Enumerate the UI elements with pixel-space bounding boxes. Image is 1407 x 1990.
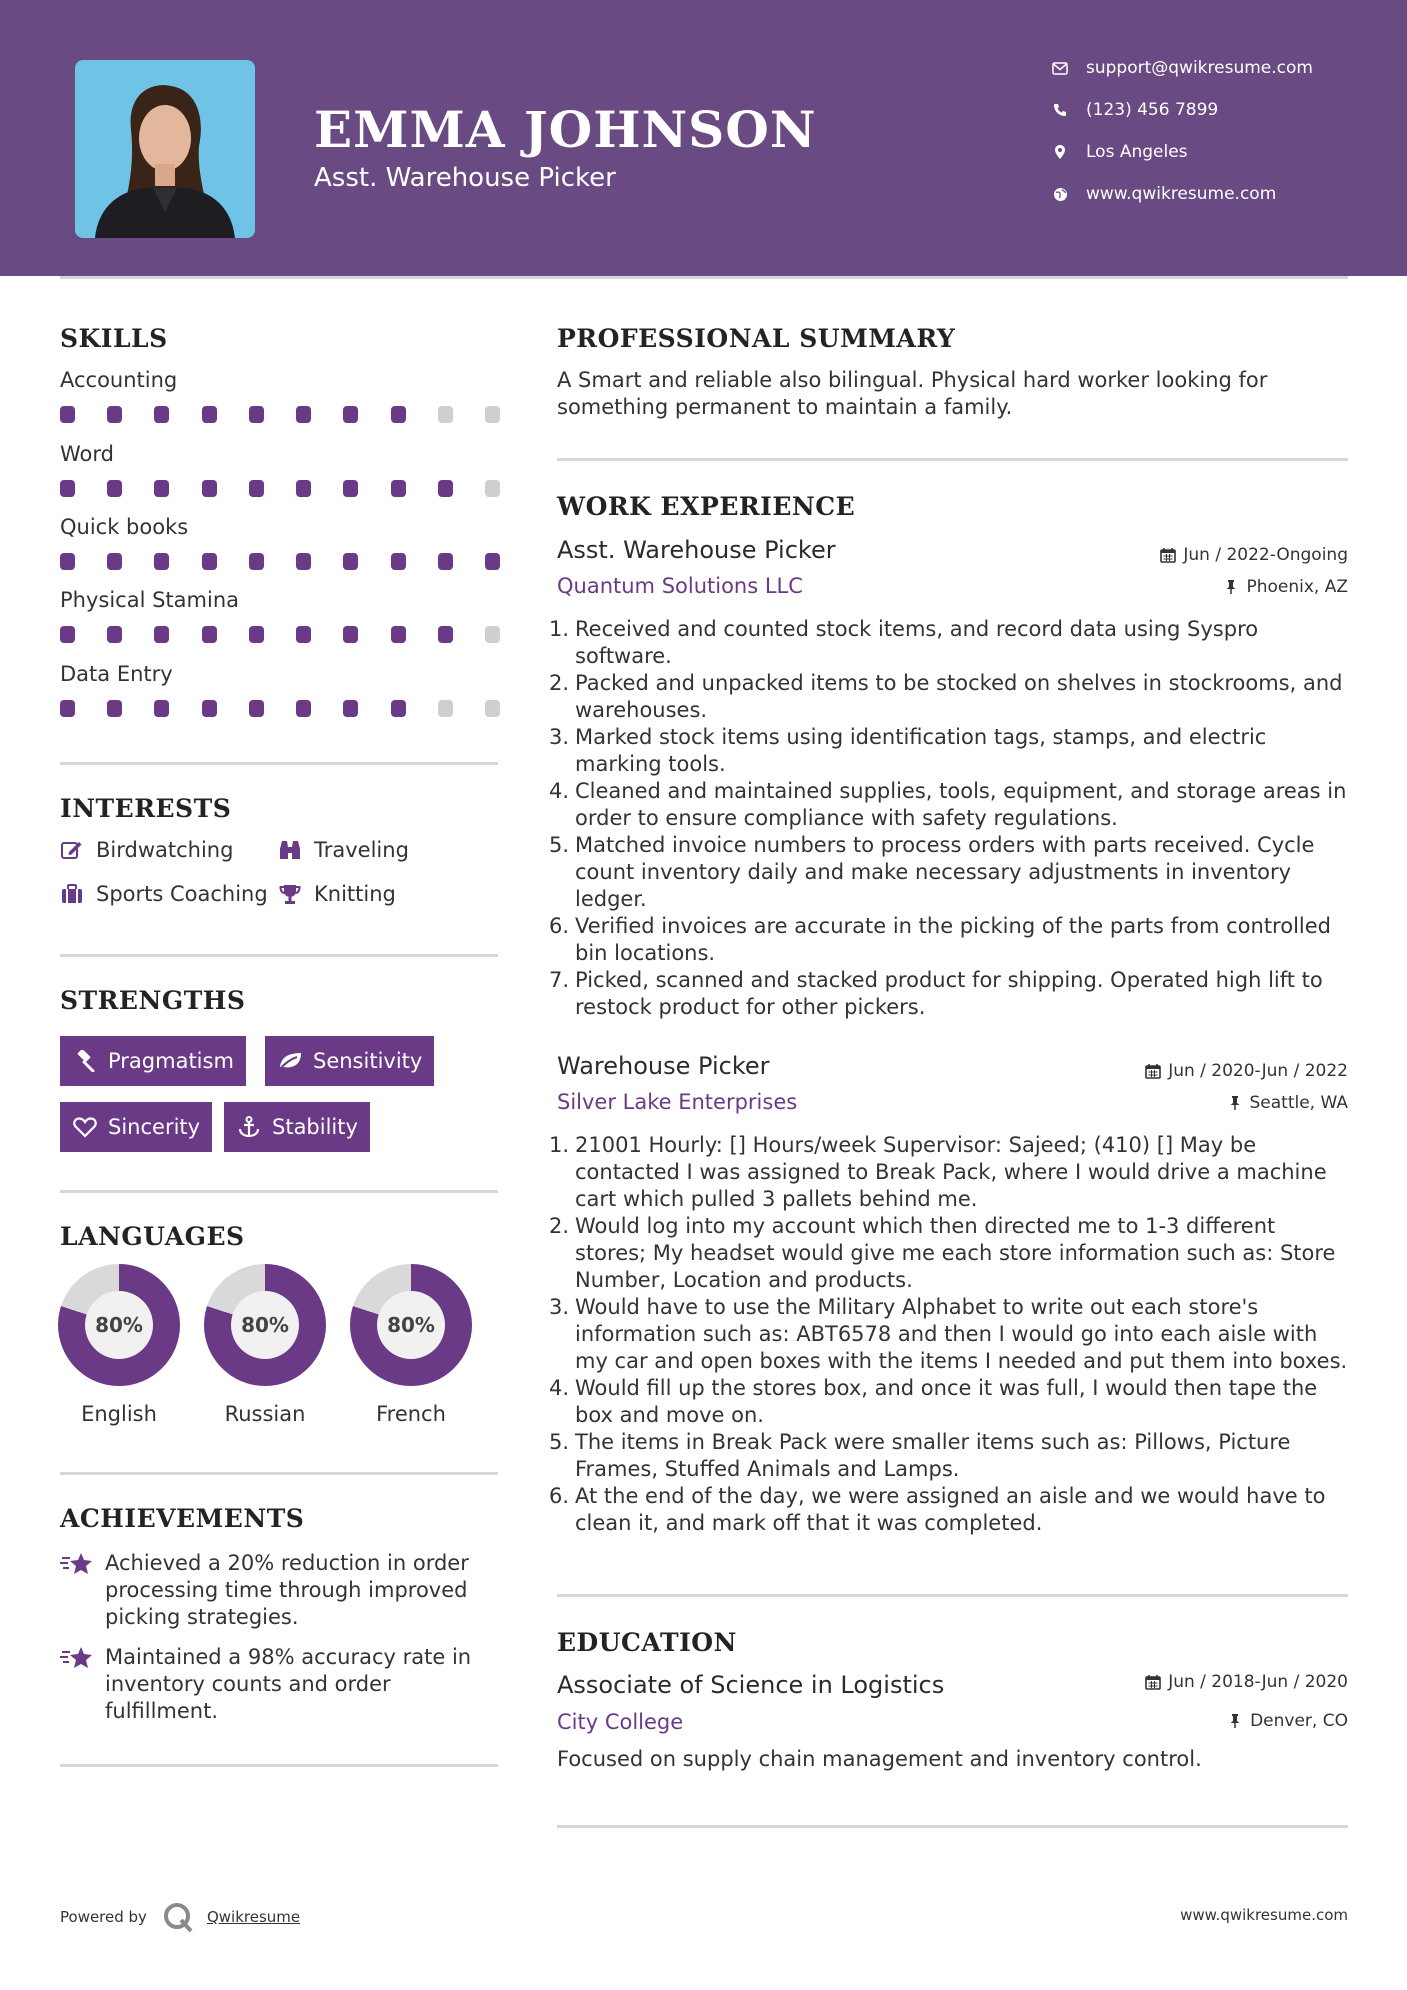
skill-name: Physical Stamina <box>60 588 240 612</box>
education-location <box>1226 1711 1348 1731</box>
list-item: 2. Would log into my account which then directed me to 1-3 different stores; My headset would give me each store information such as: Store Number, Location and products. <box>549 1214 1336 1292</box>
skill-dot-filled <box>154 553 169 570</box>
skill-dot-filled <box>60 406 75 423</box>
skill-dot-filled <box>343 480 358 497</box>
interest-label: Knitting <box>314 882 396 906</box>
language-percent: 80% <box>85 1291 153 1359</box>
strength-tag <box>224 1102 370 1152</box>
list-item: 1. 21001 Hourly: [] Hours/week Supervisor: Sajeed; (410) [] May be contacted I was assigned to Break Pack, where I would drive a machine cart which pulled 3 pallets behind me. <box>549 1133 1327 1211</box>
achievements-heading: ACHIEVEMENTS <box>60 1504 305 1533</box>
job-responsibilities <box>549 616 1349 1021</box>
skill-dot-filled <box>438 553 453 570</box>
interest-label: Traveling <box>314 838 409 862</box>
list-item: 3. Would have to use the Military Alphabet to write out each store's information such as: ABT6578 and then I would go into each aisle with my car and open boxes with the items I needed and put them into boxes. <box>549 1295 1348 1373</box>
skill-dot-filled <box>60 626 75 643</box>
job-location-text: Seattle, WA <box>1249 1093 1348 1113</box>
skill-dot-filled <box>60 553 75 570</box>
section-divider <box>557 1825 1348 1828</box>
skill-dot-empty <box>485 626 500 643</box>
skill-rating <box>60 480 500 497</box>
skill-dot-filled <box>296 406 311 423</box>
calendar-icon <box>1144 1062 1162 1080</box>
skill-dot-filled <box>391 553 406 570</box>
map-pin-icon <box>1050 142 1070 162</box>
binoculars-icon <box>278 838 302 862</box>
skill-dot-filled <box>107 700 122 717</box>
language-percent: 80% <box>231 1291 299 1359</box>
skill-dot-empty <box>485 406 500 423</box>
education-heading: EDUCATION <box>557 1628 737 1657</box>
education-description: Focused on supply chain management and inventory control. <box>557 1747 1202 1771</box>
strength-tag <box>265 1036 434 1086</box>
interest-item <box>278 882 396 906</box>
interests-heading: INTERESTS <box>60 794 232 823</box>
skill-dot-filled <box>296 700 311 717</box>
interest-label: Sports Coaching <box>96 882 268 906</box>
job-date <box>1159 545 1348 565</box>
anchor-icon <box>236 1116 262 1138</box>
skill-dot-filled <box>202 700 217 717</box>
contact-location <box>1050 142 1188 162</box>
section-divider <box>60 1472 498 1475</box>
star-icon <box>60 1550 94 1580</box>
profile-photo <box>75 60 255 238</box>
edit-icon <box>60 838 84 862</box>
job-title: Asst. Warehouse Picker <box>557 536 836 564</box>
school-name: City College <box>557 1710 684 1734</box>
skill-dot-filled <box>154 480 169 497</box>
language-percent: 80% <box>377 1291 445 1359</box>
degree-title: Associate of Science in Logistics <box>557 1671 945 1699</box>
skill-dot-filled <box>154 626 169 643</box>
calendar-icon <box>1144 1673 1162 1691</box>
interest-item <box>60 838 233 862</box>
candidate-title: Asst. Warehouse Picker <box>314 163 616 193</box>
list-item: 3. Marked stock items using identification tags, stamps, and electric marking tools. <box>549 725 1267 776</box>
skill-dot-filled <box>391 700 406 717</box>
skill-dot-filled <box>107 480 122 497</box>
strength-label: Sensitivity <box>313 1049 423 1073</box>
section-divider <box>60 1764 498 1767</box>
skill-dot-filled <box>249 700 264 717</box>
skill-dot-filled <box>296 626 311 643</box>
skill-name: Data Entry <box>60 662 173 686</box>
skill-dot-empty <box>438 700 453 717</box>
powered-by-text: Powered by <box>60 1908 147 1926</box>
language-progress-ring <box>350 1264 472 1386</box>
header-divider <box>60 276 1348 279</box>
interest-item <box>278 838 409 862</box>
skill-dot-filled <box>249 480 264 497</box>
contact-phone[interactable] <box>1050 100 1218 120</box>
list-item: 4. Cleaned and maintained supplies, tools, equipment, and storage areas in order to ensure compliance with safety regulations. <box>549 779 1347 830</box>
pin-icon <box>1226 1094 1244 1112</box>
language-progress-ring <box>58 1264 180 1386</box>
star-icon <box>60 1644 94 1674</box>
resume-header <box>0 0 1407 276</box>
list-item: 4. Would fill up the stores box, and once it was full, I would then tape the box and move on. <box>549 1376 1318 1427</box>
footer-powered-by <box>60 1900 300 1934</box>
envelope-icon <box>1050 58 1070 78</box>
company-name: Quantum Solutions LLC <box>557 574 803 598</box>
language-name: English <box>81 1402 157 1426</box>
section-divider <box>60 954 498 957</box>
strength-tag <box>60 1036 246 1086</box>
skill-dot-filled <box>154 700 169 717</box>
job-location-text: Phoenix, AZ <box>1246 577 1348 597</box>
achievement-text: Achieved a 20% reduction in order processing time through improved picking strategies. <box>105 1551 469 1629</box>
heart-icon <box>72 1116 98 1138</box>
skill-dot-filled <box>107 553 122 570</box>
list-item: 7. Picked, scanned and stacked product for shipping. Operated high lift to restock product for other pickers. <box>549 968 1323 1019</box>
contact-phone-text: (123) 456 7899 <box>1086 100 1219 120</box>
job-date-text: Jun / 2020-Jun / 2022 <box>1168 1061 1348 1081</box>
list-item: 1. Received and counted stock items, and record data using Syspro software. <box>549 617 1259 668</box>
skill-name: Quick books <box>60 515 189 539</box>
candidate-name: EMMA JOHNSON <box>314 100 817 159</box>
job-responsibilities <box>549 1132 1349 1537</box>
strength-label: Stability <box>272 1115 358 1139</box>
interest-label: Birdwatching <box>96 838 234 862</box>
briefcase-icon <box>60 882 84 906</box>
education-location-text: Denver, CO <box>1250 1711 1348 1731</box>
contact-website[interactable] <box>1050 184 1276 204</box>
skill-dot-empty <box>485 480 500 497</box>
list-item: 6. Verified invoices are accurate in the picking of the parts from controlled bin locations. <box>549 914 1331 965</box>
section-divider <box>557 458 1348 461</box>
job-date <box>1144 1061 1348 1081</box>
pin-icon <box>1222 578 1240 596</box>
qwikresume-logo-icon <box>161 1900 195 1934</box>
experience-heading: WORK EXPERIENCE <box>557 492 856 521</box>
company-name: Silver Lake Enterprises <box>557 1090 798 1114</box>
skill-dot-filled <box>107 406 122 423</box>
list-item: 5. Matched invoice numbers to process orders with parts received. Cycle count inventory daily and make necessary adjustments in inventory ledger. <box>549 833 1315 911</box>
skill-rating <box>60 626 500 643</box>
skill-dot-filled <box>202 626 217 643</box>
skill-name: Word <box>60 442 114 466</box>
skill-dot-filled <box>202 480 217 497</box>
section-divider <box>557 1594 1348 1597</box>
strength-tag <box>60 1102 212 1152</box>
skill-dot-filled <box>485 553 500 570</box>
strengths-heading: STRENGTHS <box>60 986 246 1015</box>
skill-dot-filled <box>391 406 406 423</box>
skill-dot-filled <box>202 406 217 423</box>
skill-dot-filled <box>343 626 358 643</box>
skill-dot-filled <box>202 553 217 570</box>
list-item: 6. At the end of the day, we were assigned an aisle and we would have to clean it, and mark off that it was completed. <box>549 1484 1326 1535</box>
skill-rating <box>60 700 500 717</box>
skill-dot-filled <box>343 406 358 423</box>
summary-text: A Smart and reliable also bilingual. Physical hard worker looking for something permanent to maintain a family. <box>557 368 1268 419</box>
skill-dot-filled <box>60 700 75 717</box>
skill-dot-filled <box>296 553 311 570</box>
job-date-text: Jun / 2022-Ongoing <box>1183 545 1348 565</box>
achievement-item <box>60 1644 500 1725</box>
language-progress-ring <box>204 1264 326 1386</box>
contact-email-text: support@qwikresume.com <box>1086 58 1313 78</box>
contact-email[interactable] <box>1050 58 1313 78</box>
skill-name: Accounting <box>60 368 178 392</box>
skill-dot-filled <box>249 626 264 643</box>
globe-icon <box>1050 184 1070 204</box>
skill-dot-empty <box>485 700 500 717</box>
language-name: Russian <box>224 1402 306 1426</box>
qwikresume-link[interactable]: Qwikresume <box>206 1908 301 1926</box>
trophy-icon <box>278 882 302 906</box>
achievement-item <box>60 1550 500 1631</box>
skill-rating <box>60 553 500 570</box>
contact-location-text: Los Angeles <box>1086 142 1188 162</box>
phone-icon <box>1050 100 1070 120</box>
leaf-icon <box>277 1050 303 1072</box>
contact-website-text: www.qwikresume.com <box>1086 184 1277 204</box>
skill-dot-filled <box>391 626 406 643</box>
job-title: Warehouse Picker <box>557 1052 770 1080</box>
list-item: 2. Packed and unpacked items to be stocked on shelves in stockrooms, and warehouses. <box>549 671 1343 722</box>
skill-dot-filled <box>343 553 358 570</box>
section-divider <box>60 1190 498 1193</box>
section-divider <box>60 762 498 765</box>
interest-item <box>60 882 268 906</box>
summary-heading: PROFESSIONAL SUMMARY <box>557 324 956 353</box>
job-location <box>1226 1093 1349 1113</box>
languages-heading: LANGUAGES <box>60 1222 245 1251</box>
footer-website-link[interactable]: www.qwikresume.com <box>1180 1906 1348 1924</box>
skill-rating <box>60 406 500 423</box>
skill-dot-filled <box>249 553 264 570</box>
gavel-icon <box>72 1050 98 1072</box>
skill-dot-filled <box>107 626 122 643</box>
job-location <box>1222 577 1348 597</box>
achievement-text: Maintained a 98% accuracy rate in inventory counts and order fulfillment. <box>105 1645 472 1723</box>
education-date <box>1144 1672 1348 1692</box>
skill-dot-filled <box>391 480 406 497</box>
skill-dot-filled <box>60 480 75 497</box>
list-item: 5. The items in Break Pack were smaller items such as: Pillows, Picture Frames, Stuffed Animals and Lamps. <box>549 1430 1291 1481</box>
skill-dot-filled <box>249 406 264 423</box>
pin-icon <box>1226 1712 1244 1730</box>
strength-label: Sincerity <box>108 1115 201 1139</box>
calendar-icon <box>1159 546 1177 564</box>
skill-dot-empty <box>438 406 453 423</box>
language-name: French <box>376 1402 446 1426</box>
strength-label: Pragmatism <box>108 1049 234 1073</box>
skill-dot-filled <box>343 700 358 717</box>
skill-dot-filled <box>296 480 311 497</box>
education-date-text: Jun / 2018-Jun / 2020 <box>1168 1672 1348 1692</box>
skill-dot-filled <box>438 480 453 497</box>
skill-dot-filled <box>438 626 453 643</box>
skill-dot-filled <box>154 406 169 423</box>
skills-heading: SKILLS <box>60 324 168 353</box>
